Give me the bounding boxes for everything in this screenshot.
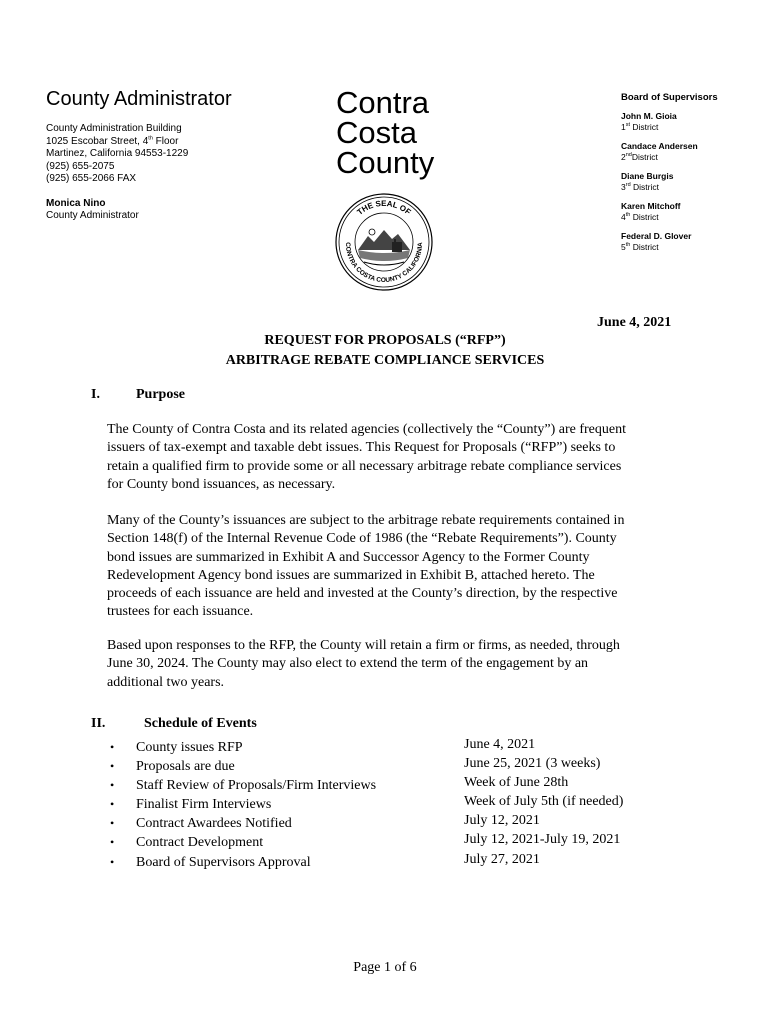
- administrator-name: Monica Nino: [46, 198, 106, 209]
- member-district: [621, 242, 718, 253]
- address-line: [46, 148, 188, 161]
- district-number: 4: [621, 212, 626, 222]
- schedule-item: [110, 794, 670, 816]
- schedule-event: Contract Awardees Notified: [136, 816, 292, 832]
- address-block: [46, 123, 188, 186]
- board-member: [621, 171, 718, 193]
- district-ordinal: st: [625, 122, 631, 129]
- board-member: [621, 141, 718, 163]
- member-district: [621, 182, 718, 193]
- bullet-icon: •: [110, 778, 115, 793]
- paragraph-line: Section 148(f) of the Internal Revenue Code of 1986 (the “Rebate Requirements”). County: [107, 531, 617, 547]
- member-name: Diane Burgis: [621, 171, 674, 181]
- seal-bottom-text: CONTRA COSTA COUNTY CALIFORNIA: [343, 242, 425, 285]
- schedule-list: [110, 737, 670, 874]
- paragraph-line: issuers of tax-exempt and taxable debt issues. This Request for Proposals (“RFP”) seeks to: [107, 440, 616, 456]
- paragraph-line: proceeds of each issuance are held and invested at the County’s direction, by the respective: [107, 586, 618, 602]
- page-number: Page 1 of 6: [353, 960, 417, 975]
- schedule-event: Board of Supervisors Approval: [136, 854, 311, 870]
- district-word: District: [632, 242, 659, 252]
- district-ordinal: nd: [625, 152, 632, 159]
- schedule-date: June 25, 2021 (3 weeks): [464, 756, 601, 772]
- section-numeral: I.: [91, 387, 100, 402]
- paragraph-line: bond issues are summarized in Exhibit A and Successor Agency to the Former County: [107, 549, 590, 565]
- paragraph-line: June 30, 2024. The County may also elect to extend the term of the engagement by an: [107, 656, 589, 672]
- county-seal-logo: [334, 192, 434, 292]
- section-numeral: II.: [91, 716, 106, 731]
- address-line: [46, 123, 188, 136]
- bullet-icon: •: [110, 854, 115, 869]
- address-text: County Administration Building: [46, 123, 182, 134]
- bullet-icon: •: [110, 816, 115, 831]
- district-word: District: [631, 152, 658, 162]
- title-line: REQUEST FOR PROPOSALS (“RFP”): [264, 333, 506, 348]
- paragraph-line: Redevelopment Agency bond issues are summarized in Exhibit B, attached hereto. The: [107, 567, 595, 583]
- administrator-title: County Administrator: [46, 210, 139, 221]
- member-name: Karen Mitchoff: [621, 201, 681, 211]
- member-name: John M. Gioia: [621, 111, 677, 121]
- county-name-line: Costa: [336, 115, 417, 150]
- district-ordinal: th: [625, 242, 631, 249]
- paragraph: [107, 637, 677, 692]
- board-member: [621, 231, 718, 253]
- document-title: [0, 331, 770, 371]
- paragraph-line: Based upon responses to the RFP, the County will retain a firm or firms, as needed, through: [107, 638, 620, 653]
- paragraph-line: for County bond issuances, as necessary.: [107, 476, 336, 492]
- address-sup: th: [148, 135, 153, 142]
- section-heading: Purpose: [136, 387, 185, 402]
- schedule-event: Staff Review of Proposals/Firm Interviews: [136, 778, 377, 794]
- district-number: 2: [621, 152, 626, 162]
- schedule-date: Week of June 28th: [464, 775, 569, 791]
- department-title: County Administrator: [46, 88, 232, 110]
- paragraph: [107, 421, 677, 494]
- member-district: [621, 122, 718, 133]
- member-name: Candace Andersen: [621, 141, 698, 151]
- address-text: Floor: [152, 135, 179, 147]
- district-word: District: [633, 182, 659, 192]
- address-text: 1025 Escobar Street, 4: [46, 135, 149, 147]
- district-number: 3: [621, 182, 626, 192]
- board-member: [621, 111, 718, 133]
- bullet-icon: •: [110, 835, 115, 850]
- county-name-line: Contra: [336, 85, 430, 120]
- phone-text: (925) 655-2075: [46, 160, 115, 172]
- member-name: Federal D. Glover: [621, 231, 692, 241]
- address-line: [46, 136, 188, 149]
- schedule-date: Week of July 5th (if needed): [464, 794, 624, 810]
- schedule-event: Contract Development: [136, 835, 264, 851]
- schedule-item: [110, 756, 670, 778]
- district-word: District: [632, 122, 659, 132]
- seal-top-text: THE SEAL OF: [355, 198, 413, 217]
- district-ordinal: rd: [625, 182, 631, 189]
- county-name: [336, 85, 435, 180]
- schedule-date: July 12, 2021-July 19, 2021: [464, 832, 621, 848]
- board-heading: Board of Supervisors: [621, 92, 718, 103]
- seal-scene-graphic: [358, 229, 410, 265]
- schedule-item: [110, 832, 670, 854]
- district-number: 5: [621, 242, 626, 252]
- county-name-line: County: [336, 145, 435, 180]
- fax-line: [46, 173, 188, 186]
- paragraph-line: additional two years.: [107, 674, 225, 690]
- section-heading: Schedule of Events: [144, 716, 257, 731]
- schedule-date: July 12, 2021: [464, 813, 540, 829]
- board-member: [621, 201, 718, 223]
- paragraph-line: Many of the County’s issuances are subject to the arbitrage rebate requirements contained in: [107, 513, 625, 528]
- district-word: District: [632, 212, 659, 222]
- paragraph-line: trustees for each issuance.: [107, 604, 254, 620]
- schedule-event: County issues RFP: [136, 740, 243, 755]
- title-line: ARBITRAGE REBATE COMPLIANCE SERVICES: [225, 353, 545, 368]
- fax-text: (925) 655-2066 FAX: [46, 173, 137, 184]
- phone-line: [46, 161, 188, 174]
- bullet-icon: •: [110, 759, 115, 774]
- board-of-supervisors: [621, 92, 718, 261]
- document-date: June 4, 2021: [597, 315, 672, 330]
- paragraph-line: The County of Contra Costa and its related agencies (collectively the “County”) are frequent: [107, 422, 626, 437]
- paragraph-line: retain a qualified firm to provide some or all necessary arbitrage rebate compliance services: [107, 458, 622, 474]
- schedule-event: Finalist Firm Interviews: [136, 797, 272, 813]
- district-number: 1: [621, 122, 626, 132]
- schedule-date: June 4, 2021: [464, 737, 536, 752]
- schedule-date: July 27, 2021: [464, 851, 540, 867]
- schedule-event: Proposals are due: [136, 759, 235, 775]
- address-text: Martinez, California 94553-1229: [46, 148, 189, 159]
- member-district: [621, 212, 718, 223]
- schedule-item: [110, 851, 670, 874]
- paragraph: [107, 512, 677, 622]
- district-ordinal: th: [625, 212, 631, 219]
- bullet-icon: •: [110, 740, 115, 754]
- bullet-icon: •: [110, 797, 115, 812]
- member-district: [621, 152, 718, 163]
